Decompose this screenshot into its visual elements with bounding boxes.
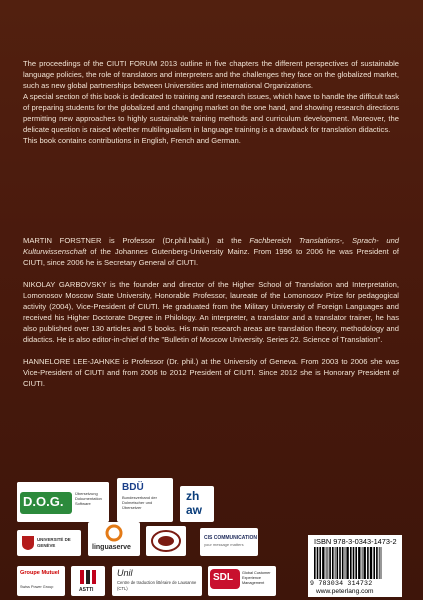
cis-logo [200, 528, 258, 556]
bdue-subtitle: Bundesverband der Dolmetscher und Übersetzer [122, 495, 157, 510]
dog-name: D.O.G. [23, 494, 64, 509]
seal-emblem [146, 526, 186, 556]
bio-garbovsky: NIKOLAY GARBOVSKY is the founder and director of the Higher School of Translation and Interpretation, Lomonosov Moscow State University, Honorable Professor, laureate of the Lomonosov Prize for pedagogical activity (2004), Vice-President of CIUTI. He graduated from the Military University of Foreign Languages and received his Higher Doctorate Degree in Philology. An interpreter, a translator and a translator trainer, he has also published over 130 articles and 5 books. His main research areas are translation theory, methodology and didactics. He is also editor-in-chief of the "Bulletin of Moscow University. Series 22. Science of Translation". [23, 280, 399, 344]
groupe-mutuel-logo [17, 566, 65, 596]
zhaw-logo [180, 486, 214, 522]
publisher-url: www.peterlang.com [316, 588, 374, 595]
seal-logo [146, 526, 186, 556]
bdue-logo [117, 478, 173, 522]
dog-logo [17, 482, 109, 522]
groupe-name: Groupe Mutuel [20, 570, 60, 576]
cis-tagline: your message matters [204, 542, 244, 547]
geneva-logo [17, 530, 81, 556]
linguaserve-logo [88, 522, 140, 556]
blurb-paragraph-2: A special section of this book is dedicated to training and research issues, which have to handle the difficult task of preparing students for the globalized and changing market on the one hand, and showing research directions permitting new approaches to highly sustainable training methods and curriculum development. Moreover, the delicate question is raised whether multilingualism in language training is a drawback for translation didactics. [23, 92, 399, 134]
dog-subtitle: Übersetzung Dokumentation Software [75, 491, 102, 506]
sdl-subtitle: Global Customer Experience Management [242, 571, 271, 585]
isbn-digits: 9 783034 314732 [310, 580, 373, 587]
unil-name: Unil [117, 568, 133, 578]
sdl-name: SDL [213, 572, 233, 583]
shield-icon [21, 535, 35, 551]
barcode-icon [314, 547, 396, 579]
swirl-icon [105, 524, 123, 542]
faculty-name: Fachbereich Translations-, Sprach- und Kulturwissenschaft [23, 236, 400, 256]
astti-name: ASTTI [79, 587, 94, 593]
blurb [23, 58, 399, 146]
isbn-barcode [308, 535, 402, 597]
bio-forstner: MARTIN FORSTNER is Professor (Dr.phil.habil.) at the Fachbereich Translations-, Sprach- und Kulturwissenschaft of the Johannes Gutenberg-University Mainz. From 1996 to 2006 he was President of CIUTI, since 2006 he is Secretary General of CIUTI. [23, 236, 400, 267]
sdl-logo [208, 566, 276, 596]
astti-logo [71, 566, 105, 596]
blurb-paragraph-1: The proceedings of the CIUTI FORUM 2013 outline in five chapters the different perspectives of sustainable language policies, the role of translators and interpreters and the challenges they face on the globalized market, such as new global partnerships between Universities and international Organizations. [23, 59, 399, 90]
zhaw-top: zh [186, 489, 200, 503]
cis-name: CIS COMMUNICATION [204, 535, 257, 541]
groupe-subtitle: Swiss Power Group [20, 585, 54, 589]
blurb-paragraph-3: This book contains contributions in English, French and German. [23, 136, 241, 145]
unil-logo [112, 566, 202, 596]
bio-lee-jahnke: HANNELORE LEE-JAHNKE is Professor (Dr. phil.) at the University of Geneva. From 2003 to 2006 she was Vice-President of CIUTI and from 2006 to 2012 President of CIUTI. Since 2012 she is Honorary President of CIUTI. [23, 357, 399, 388]
astti-mark [71, 567, 105, 587]
linguaserve-name: linguaserve [92, 544, 131, 551]
author-bios [23, 235, 399, 400]
isbn-label: ISBN 978-3-0343-1473-2 [314, 537, 397, 546]
zhaw-bottom: aw [186, 503, 203, 517]
bdue-name: BDÜ [122, 482, 144, 493]
unil-subtitle: Centre de traduction littéraire de Lausanne (CTL) [117, 580, 197, 591]
geneva-name: UNIVERSITÉ DE GENÈVE [37, 537, 71, 548]
